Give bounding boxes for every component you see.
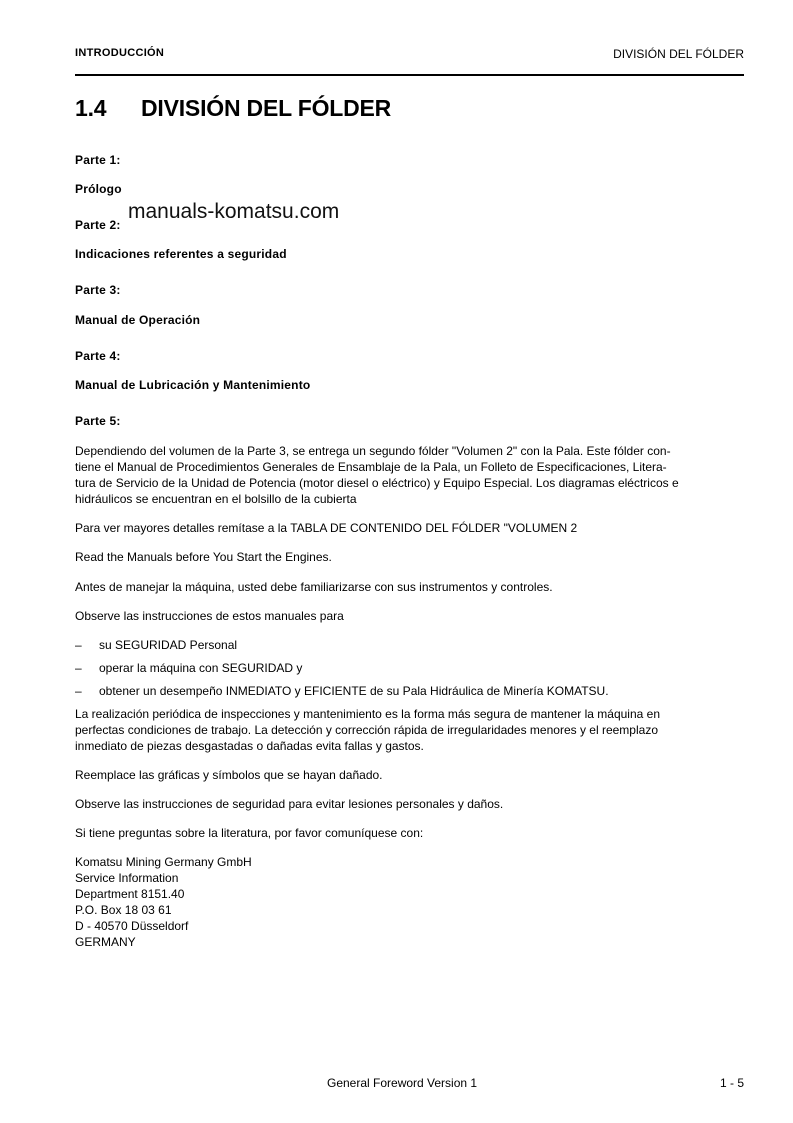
address-city: D - 40570 Düsseldorf: [75, 919, 189, 933]
running-header-section: INTRODUCCIÓN: [75, 47, 165, 59]
paragraph-line: tiene el Manual de Procedimientos Generales de Ensamblaje de la Pala, un Folleto de Especificaciones, Litera-: [75, 460, 667, 474]
bullet-item: [75, 684, 609, 698]
paragraph-line: hidráulicos se encuentran en el bolsillo de la cubierta: [75, 492, 357, 506]
bullet-item: [75, 661, 302, 675]
footer-page-number: 1 - 5: [719, 1076, 744, 1090]
section-heading: [75, 95, 391, 122]
watermark: manuals-komatsu.com: [128, 200, 340, 223]
bullet-text: obtener un desempeño INMEDIATO y EFICIENTE de su Pala Hidráulica de Minería KOMATSU.: [99, 684, 609, 698]
address-country: GERMANY: [75, 935, 136, 949]
paragraph-contact: Si tiene preguntas sobre la literatura, por favor comuníquese con:: [75, 826, 424, 840]
header-divider: [75, 74, 744, 76]
paragraph-line: tura de Servicio de la Unidad de Potencia (motor diesel o eléctrico) y Equipo Especial. Los diagramas eléctricos e: [75, 476, 679, 490]
running-header-title: DIVISIÓN DEL FÓLDER: [613, 47, 744, 61]
part-2-label: Parte 2:: [75, 218, 121, 232]
paragraph-replace-graphics: Reemplace las gráficas y símbolos que se hayan dañado.: [75, 768, 383, 782]
paragraph-read-manuals: Read the Manuals before You Start the Engines.: [75, 550, 332, 564]
contact-address: [75, 854, 252, 950]
paragraph-line: inmediato de piezas desgastadas o dañadas evita fallas y gastos.: [75, 739, 424, 753]
paragraph-familiarize: Antes de manejar la máquina, usted debe familiarizarse con sus instrumentos y controles.: [75, 580, 553, 594]
part-4-label: Parte 4:: [75, 349, 121, 363]
footer-document-version: General Foreword Version 1: [327, 1076, 478, 1090]
part-5-label: Parte 5:: [75, 414, 121, 428]
address-po-box: P.O. Box 18 03 61: [75, 903, 172, 917]
dash-bullet-icon: –: [75, 638, 82, 652]
part-4-title: Manual de Lubricación y Mantenimiento: [75, 378, 311, 392]
dash-bullet-icon: –: [75, 661, 82, 675]
section-title: DIVISIÓN DEL FÓLDER: [141, 95, 392, 121]
bullet-text: operar la máquina con SEGURIDAD y: [99, 661, 303, 675]
paragraph-safety-instructions: Observe las instrucciones de seguridad para evitar lesiones personales y daños.: [75, 797, 504, 811]
address-company: Komatsu Mining Germany GmbH: [75, 855, 252, 869]
part-3-title: Manual de Operación: [75, 313, 201, 327]
part-1-label: Parte 1:: [75, 153, 121, 167]
address-department-number: Department 8151.40: [75, 887, 185, 901]
dash-bullet-icon: –: [75, 684, 82, 698]
paragraph-volume2-reference: Para ver mayores detalles remítase a la TABLA DE CONTENIDO DEL FÓLDER "VOLUMEN 2: [75, 521, 578, 535]
address-department-name: Service Information: [75, 871, 179, 885]
paragraph-line: La realización periódica de inspecciones y mantenimiento es la forma más segura de mantener la máquina en: [75, 707, 660, 721]
part-2-title: Indicaciones referentes a seguridad: [75, 247, 287, 261]
paragraph-line: perfectas condiciones de trabajo. La detección y corrección rápida de irregularidades menores y el reemplazo: [75, 723, 658, 737]
bullet-item: [75, 638, 237, 652]
part-3-label: Parte 3:: [75, 283, 121, 297]
section-number: 1.4: [75, 95, 107, 121]
bullet-text: su SEGURIDAD Personal: [99, 638, 238, 652]
paragraph-observe-instructions: Observe las instrucciones de estos manuales para: [75, 609, 344, 623]
paragraph-line: Dependiendo del volumen de la Parte 3, se entrega un segundo fólder "Volumen 2" con la Pala. Este fólder con-: [75, 444, 671, 458]
part-1-title: Prólogo: [75, 182, 122, 196]
